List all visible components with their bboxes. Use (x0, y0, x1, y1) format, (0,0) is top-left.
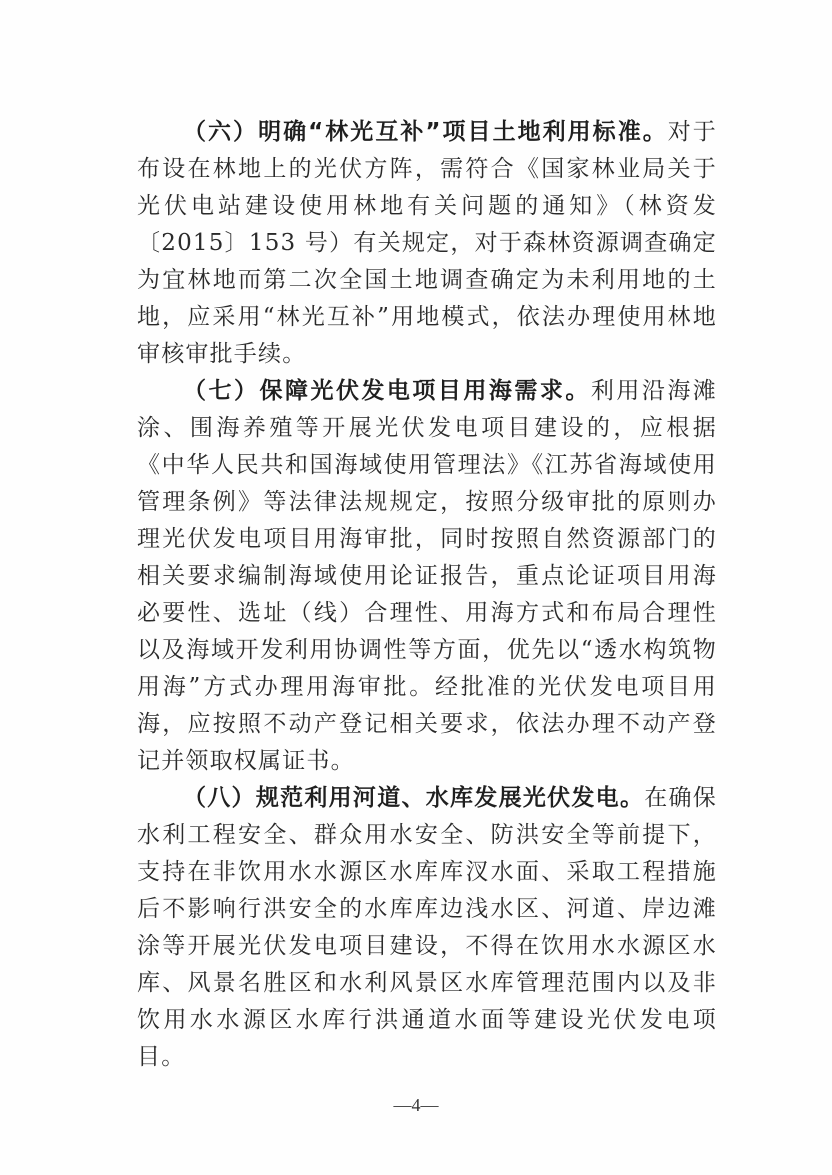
paragraph-seven-body: 利用沿海滩涂、围海养殖等开展光伏发电项目建设的，应根据《中华人民共和国海域使用管理法》《江苏省海域使用管理条例》等法律法规规定，按照分级审批的原则办理光伏发电项目用海审批，同时按照自然资源部门的相关要求编制海域使用论证报告，重点论证项目用海必要性、选址（线）合理性、用海方式和布局合理性以及海域开发利用协调性等方面，优先以“透水构筑物用海”方式办理用海审批。经批准的光伏发电项目用海，应按照不动产登记相关要求，依法办理不动产登记并领取权属证书。 (137, 378, 718, 774)
document-body (137, 114, 717, 1076)
page-number: —4— (393, 1095, 439, 1115)
paragraph-six (137, 114, 717, 373)
paragraph-eight-heading: （八）规范利用河道、水库发展光伏发电。 (183, 785, 645, 811)
paragraph-eight-body: 在确保水利工程安全、群众用水安全、防洪安全等前提下，支持在非饮用水水源区水库库汊水面、采取工程措施后不影响行洪安全的水库库边浅水区、河道、岸边滩涂等开展光伏发电项目建设，不得在饮用水水源区水库、风景名胜区和水利风景区水库管理范围内以及非饮用水水源区水库行洪通道水面等建设光伏发电项目。 (137, 785, 717, 1070)
paragraph-six-heading: （六）明确“林光互补”项目土地利用标准。 (183, 119, 668, 145)
paragraph-six-body: 对于布设在林地上的光伏方阵，需符合《国家林业局关于光伏电站建设使用林地有关问题的通知》（林资发〔2015〕153 号）有关规定，对于森林资源调查确定为宜林地而第二次全国土地调查确定为未利用地的土地，应采用“林光互补”用地模式，依法办理使用林地审核审批手续。 (137, 119, 717, 367)
paragraph-eight (137, 780, 717, 1076)
paragraph-seven-heading: （七）保障光伏发电项目用海需求。 (183, 378, 591, 404)
paragraph-seven (137, 373, 717, 780)
